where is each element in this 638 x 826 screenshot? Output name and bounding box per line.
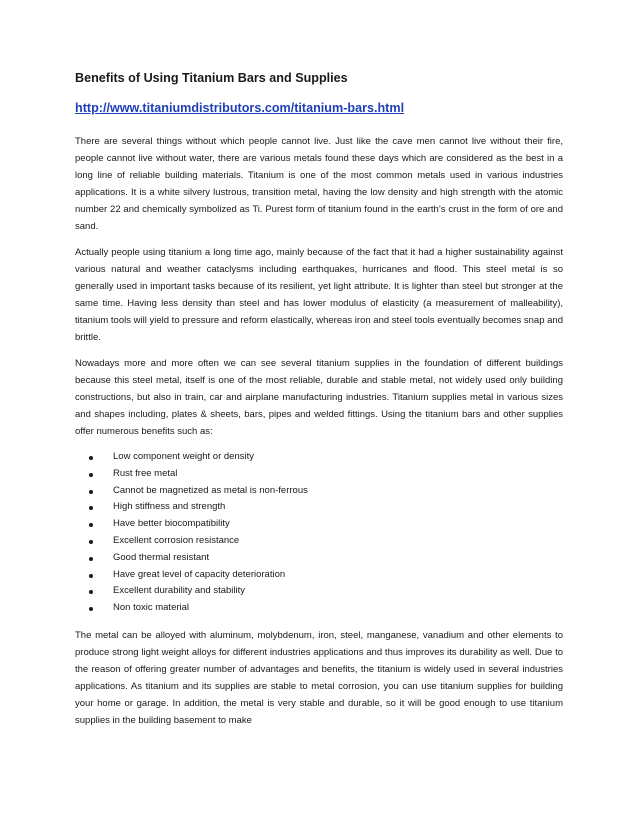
list-item-label: Cannot be magnetized as metal is non-ferrous — [113, 484, 308, 496]
source-link[interactable]: http://www.titaniumdistributors.com/titanium-bars.html — [75, 101, 405, 115]
list-item — [75, 466, 563, 483]
list-item-label: Low component weight or density — [113, 451, 254, 462]
list-item — [75, 583, 563, 600]
list-item — [75, 550, 563, 567]
list-item — [75, 499, 563, 516]
bullet-icon — [89, 473, 93, 477]
bullet-icon — [89, 574, 93, 578]
benefits-list — [75, 449, 563, 617]
list-item — [75, 567, 563, 584]
list-item-label: Rust free metal — [113, 467, 178, 479]
bullet-icon — [89, 590, 93, 594]
bullet-icon — [89, 557, 93, 561]
paragraph-history: Actually people using titanium a long time ago, mainly because of the fact that it had a higher sustainability against various natural and weather cataclysms including earthquakes, hurricanes and flood. This steel metal is so generally used in important tasks because of its resilient, yet light attribute. It is lighter than steel but stronger at the same time. Having less density than steel and has lower modulus of elasticity (a measurement of malleability), titanium tools will yield to pressure and reform elastically, whereas iron and steel tools eventually becomes snap and brittle. — [75, 247, 563, 343]
list-item-label: Excellent durability and stability — [113, 585, 246, 597]
document-page — [75, 70, 563, 738]
list-item-label: Non toxic material — [113, 602, 190, 614]
list-item-label: High stiffness and strength — [113, 501, 226, 513]
list-item-label: Excellent corrosion resistance — [113, 534, 240, 546]
list-item — [75, 449, 563, 466]
bullet-icon — [89, 607, 93, 611]
list-item-label: Have better biocompatibility — [113, 518, 230, 530]
list-item — [75, 600, 563, 617]
paragraph-closing: The metal can be alloyed with aluminum, molybdenum, iron, steel, manganese, vanadium and other elements to produce strong light weight alloys for different industries applications and thus improves its durability as well. Due to the reason of offering greater number of advantages and benefits, the titanium is widely used in several industries applications. As titanium and its supplies are stable to metal corrosion, you can use titanium supplies for building your home or garage. In addition, the metal is very stable and durable, so it will be good enough to use titanium supplies in the building basement to make — [75, 629, 563, 726]
bullet-icon — [89, 506, 93, 510]
document-title: Benefits of Using Titanium Bars and Supplies — [75, 71, 348, 85]
bullet-icon — [89, 523, 93, 527]
bullet-icon — [89, 540, 93, 544]
paragraph-intro: There are several things without which people cannot live. Just like the cave men cannot live without their fire, people cannot live without water, there are various metals found these days which are considered as the best in a long line of reliable building materials. Titanium is one of the most common metals used in various industries applications. It is a white silvery lustrous, transition metal, having the low density and high strength with the atomic number 22 and chemically symbolized as Ti. Purest form of titanium found in the earth’s crust in the form of ore and sand. — [75, 136, 563, 232]
list-item — [75, 483, 563, 500]
list-item — [75, 516, 563, 533]
bullet-icon — [89, 456, 93, 460]
list-item-label: Have great level of capacity deterioration — [113, 568, 286, 580]
list-item — [75, 533, 563, 550]
paragraph-supplies: Nowadays more and more often we can see several titanium supplies in the foundation of different buildings because this steel metal, itself is one of the most reliable, durable and stable metal, not widely used only building constructions, but also in train, car and airplane manufacturing industries. Titanium supplies metal in various sizes and shapes including, plates & sheets, bars, pipes and welded fittings. Using the titanium bars and other supplies offer numerous benefits such as: — [75, 358, 563, 437]
bullet-icon — [89, 490, 93, 494]
list-item-label: Good thermal resistant — [113, 551, 210, 563]
